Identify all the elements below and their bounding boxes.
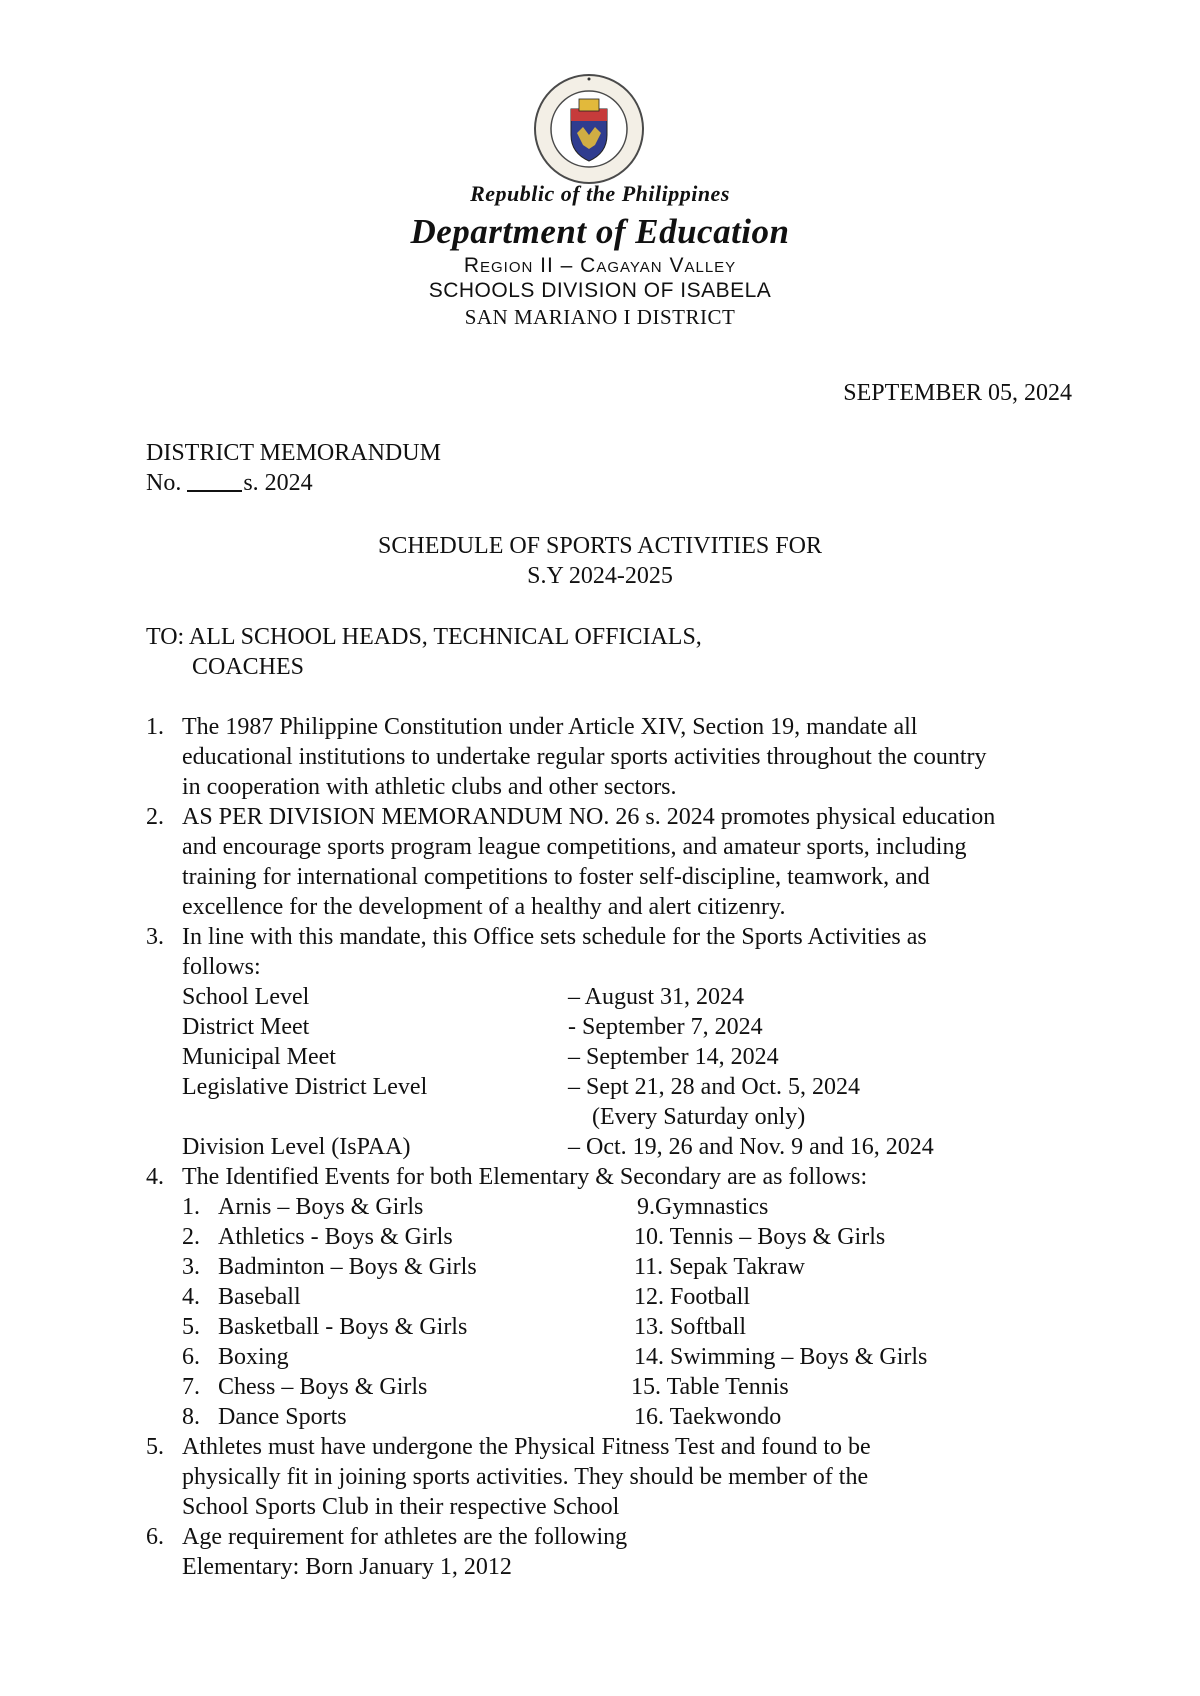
paragraph-line: excellence for the development of a healthy and alert citizenry.	[182, 894, 786, 920]
event-name: Chess – Boys & Girls	[218, 1374, 428, 1400]
event-name: Athletics - Boys & Girls	[218, 1224, 453, 1250]
event-number: 7.	[182, 1374, 200, 1400]
addressee-line-1: TO: ALL SCHOOL HEADS, TECHNICAL OFFICIALS,	[146, 624, 702, 650]
event-item	[182, 1342, 289, 1372]
republic-heading: Republic of the Philippines	[470, 181, 730, 206]
item-paragraph	[182, 712, 1082, 802]
paragraph-line: follows:	[182, 954, 261, 980]
schedule-date: – September 14, 2024	[568, 1044, 779, 1070]
schedule-level: Municipal Meet	[182, 1044, 336, 1070]
district-heading: SAN MARIANO I DISTRICT	[464, 305, 736, 329]
item-number: 4.	[146, 1164, 164, 1190]
schedule-level: District Meet	[182, 1014, 310, 1040]
item-number: 3.	[146, 924, 164, 950]
event-name: Baseball	[218, 1284, 301, 1310]
item-paragraph	[182, 1432, 1082, 1522]
event-number: 6.	[182, 1344, 200, 1370]
event-item: 12. Football	[634, 1284, 751, 1310]
event-item	[182, 1282, 301, 1312]
event-item	[182, 1252, 477, 1282]
event-item	[182, 1402, 347, 1432]
paragraph-line: physically fit in joining sports activities. They should be member of the	[182, 1464, 869, 1490]
paragraph-line: In line with this mandate, this Office sets schedule for the Sports Activities as	[182, 924, 927, 950]
event-number: 1.	[182, 1194, 200, 1220]
paragraph-line: Elementary: Born January 1, 2012	[182, 1554, 512, 1580]
item-paragraph	[182, 1162, 1082, 1192]
item-number: 6.	[146, 1524, 164, 1550]
division-heading: SCHOOLS DIVISION OF ISABELA	[428, 279, 772, 302]
event-item: 14. Swimming – Boys & Girls	[634, 1344, 928, 1370]
paragraph-line: School Sports Club in their respective School	[182, 1494, 620, 1520]
paragraph-line: The 1987 Philippine Constitution under Article XIV, Section 19, mandate all	[182, 714, 918, 740]
region-heading: Region II – Cagayan Valley	[463, 254, 737, 277]
event-item	[182, 1312, 467, 1342]
event-name: Arnis – Boys & Girls	[218, 1194, 424, 1220]
paragraph-line: Athletes must have undergone the Physical Fitness Test and found to be	[182, 1434, 871, 1460]
subject-line-1: SCHEDULE OF SPORTS ACTIVITIES FOR	[378, 533, 822, 559]
schedule-date: – Oct. 19, 26 and Nov. 9 and 16, 2024	[568, 1134, 934, 1160]
event-number: 2.	[182, 1224, 200, 1250]
department-heading: Department of Education	[410, 212, 790, 251]
deped-seal-logo	[533, 73, 645, 185]
memo-number	[146, 468, 313, 498]
schedule-level: School Level	[182, 984, 310, 1010]
event-item	[182, 1222, 453, 1252]
schedule-date: – August 31, 2024	[568, 984, 745, 1010]
item-paragraph	[182, 802, 1082, 922]
item-number: 2.	[146, 804, 164, 830]
item-paragraph	[182, 1522, 1082, 1582]
event-number: 8.	[182, 1404, 200, 1430]
event-item: 9.Gymnastics	[637, 1194, 769, 1220]
event-name: Boxing	[218, 1344, 289, 1370]
event-number: 5.	[182, 1314, 200, 1340]
event-name: Basketball - Boys & Girls	[218, 1314, 468, 1340]
subject-line-2: S.Y 2024-2025	[527, 563, 673, 589]
event-item: 11. Sepak Takraw	[634, 1254, 805, 1280]
event-item	[182, 1192, 423, 1222]
schedule-level: Division Level (IsPAA)	[182, 1134, 411, 1160]
item-number: 5.	[146, 1434, 164, 1460]
schedule-date: - September 7, 2024	[568, 1014, 763, 1040]
event-item: 16. Taekwondo	[634, 1404, 782, 1430]
paragraph-line: training for international competitions to foster self-discipline, teamwork, and	[182, 864, 930, 890]
memo-number-blank	[187, 470, 242, 492]
event-item: 13. Softball	[634, 1314, 746, 1340]
paragraph-line: AS PER DIVISION MEMORANDUM NO. 26 s. 2024 promotes physical education	[182, 804, 996, 830]
event-item: 15. Table Tennis	[631, 1374, 789, 1400]
paragraph-line: and encourage sports program league competitions, and amateur sports, including	[182, 834, 967, 860]
memo-number-prefix: No.	[146, 470, 182, 496]
addressee-line-2: COACHES	[192, 654, 305, 680]
schedule-date: – Sept 21, 28 and Oct. 5, 2024	[568, 1074, 860, 1100]
paragraph-line: The Identified Events for both Elementary & Secondary are as follows:	[182, 1164, 868, 1190]
event-item	[182, 1372, 427, 1402]
event-name: Dance Sports	[218, 1404, 347, 1430]
memo-date: SEPTEMBER 05, 2024	[843, 380, 1072, 406]
paragraph-line: educational institutions to undertake regular sports activities throughout the country	[182, 744, 987, 770]
schedule-note: (Every Saturday only)	[592, 1104, 806, 1130]
paragraph-line: in cooperation with athletic clubs and other sectors.	[182, 774, 677, 800]
paragraph-line: Age requirement for athletes are the following	[182, 1524, 628, 1550]
item-paragraph	[182, 922, 1082, 982]
memo-number-suffix: s. 2024	[243, 470, 313, 496]
event-name: Badminton – Boys & Girls	[218, 1254, 477, 1280]
item-number: 1.	[146, 714, 164, 740]
schedule-level: Legislative District Level	[182, 1074, 428, 1100]
memo-type: DISTRICT MEMORANDUM	[146, 440, 441, 466]
event-number: 3.	[182, 1254, 200, 1280]
event-number: 4.	[182, 1284, 200, 1310]
event-item: 10. Tennis – Boys & Girls	[634, 1224, 886, 1250]
